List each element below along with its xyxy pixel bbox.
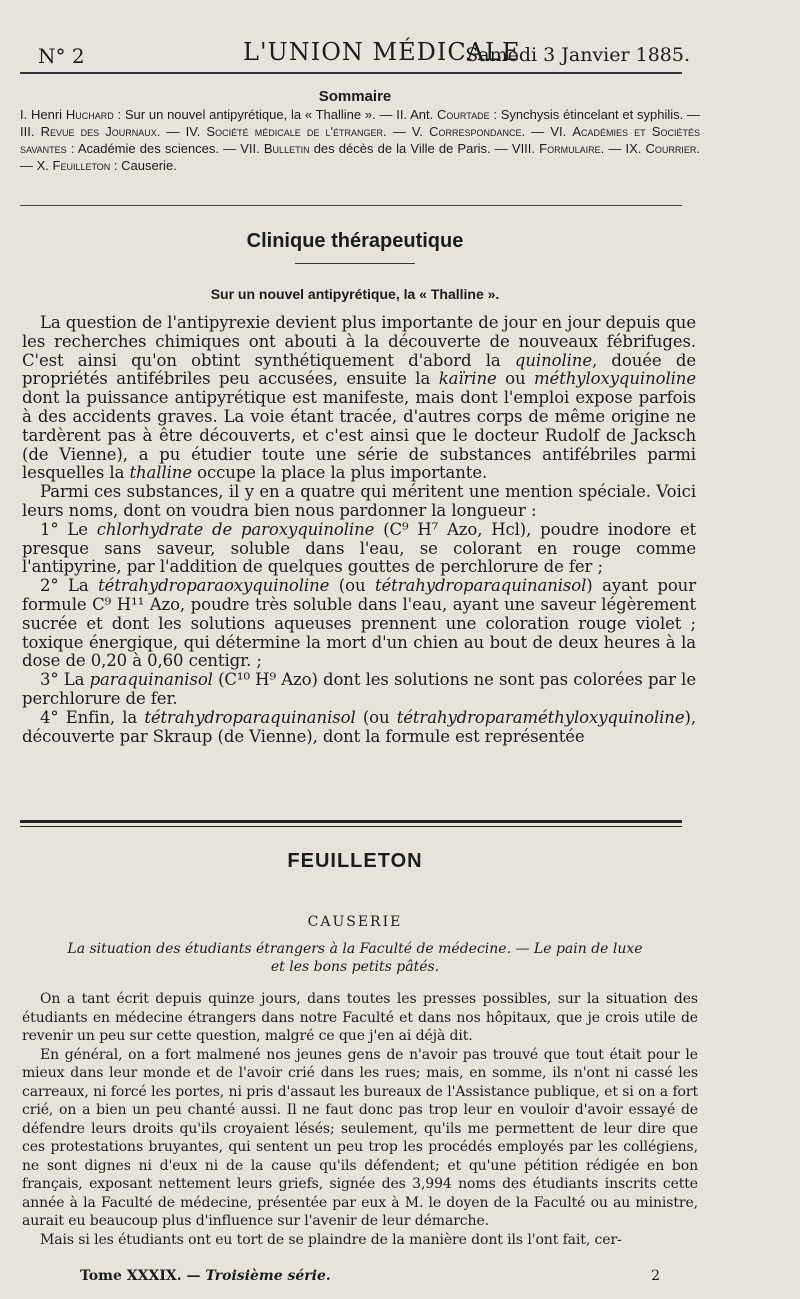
list-item: 3° La paraquinanisol (C¹⁰ H⁹ Azo) dont les solutions ne sont pas colorées par le perchlorure de fer.	[22, 670, 697, 708]
section-divider	[20, 826, 682, 827]
article-body	[22, 314, 696, 746]
issue-date: Samedi 3 Janvier 1885.	[465, 44, 690, 66]
list-item: 4° Enfin, la tétrahydroparaquinanisol (ou tétrahydroparaméthyloxyquinoline), découverte par Skraup (de Vienne), dont la formule est représentée	[22, 707, 696, 746]
sommaire-contents: I. Henri Huchard : Sur un nouvel antipyrétique, la « Thalline ». — II. Ant. Courtade : Synchysis étincelant et syphilis. — III. Revue des Journaux. — IV. Société médicale de l'étranger. — V. Correspondance. — VI. Académies et Sociétés savantes : Académie des sciences. — VII. Bulletin des décès de la Ville de Paris. — VIII. Formulaire. — IX. Courrier. — X. Feuilleton : Causerie.	[20, 107, 701, 173]
article-paragraph: La question de l'antipyrexie devient plus importante de jour en jour depuis que les recherches chimiques ont abouti à la découverte de nouveaux fébrifuges. C'est ainsi qu'on obtint synthétiquement d'abord la quinoline, douée de propriétés antifébriles peu accusées, ensuite la kaïrine ou méthyloxyquinoline dont la puissance antipyrétique est manifeste, mais dont l'emploi expose parfois à des accidents graves. La voie étant tracée, d'autres corps de même origine ne tardèrent pas à être découverts, et c'est ainsi que le docteur Rudolf de Jacksch (de Vienne), a pu étudier toute une série de substances antifébriles parmi lesquelles la thalline occupe la place la plus importante.	[22, 313, 696, 483]
feuilleton-paragraph: On a tant écrit depuis quinze jours, dans toutes les presses possibles, sur la situation des étudiants en médecine étrangers dans notre Faculté et dans nos hôpitaux, que je crois utile de revenir un peu sur cette question, malgré ce que j'en ai déjà dit.	[22, 991, 698, 1044]
section-divider	[20, 820, 682, 823]
page-header	[38, 36, 690, 70]
page-number: 2	[651, 1268, 660, 1284]
header-rule	[20, 72, 682, 74]
feuilleton-paragraph: En général, on a fort malmené nos jeunes gens de n'avoir pas trouvé que tout était pour le mieux dans leur monde et de l'avoir crié dans les rues; mais, en somme, ils n'ont ni cassé les carreaux, ni forcé les portes, ni pris d'assaut les bureaux de l'Assistance publique, et si on a fort crié, on a bien un peu chanté aussi. Il ne faut donc pas trop leur en vouloir d'avoir essayé de défendre leurs droits qu'ils croyaient lésés; seulement, qu'ils me permettent de leur dire que ces protestations bruyantes, qui sentent un peu trop les procédés employés par les collégiens, ne sont dignes ni d'eux ni de la cause qu'ils défendent; et qu'une pétition rédigée en bon français, exposant nettement leurs griefs, signée des 3,994 noms des étudiants inscrits cette année à la Faculté de médecine, présentée par eux à M. le doyen de la Faculté ou au ministre, aurait eu beaucoup plus d'influence sur l'avenir de leur démarche.	[22, 1046, 698, 1229]
journal-title: L'UNION MÉDICALE	[243, 38, 521, 66]
list-item: 2° La tétrahydroparaoxyquinoline (ou tétrahydroparaquinanisol) ayant pour formule C⁹ H¹¹ Azo, poudre très soluble dans l'eau, ayant une saveur légèrement sucrée et dont les solutions aqueuses prennent une coloration rouge violet ; toxique énergique, qui détermine la mort d'un chien au bout de deux heures à la dose de 0,20 à 0,60 centigr. ;	[22, 576, 696, 671]
causerie-subtitle: La situation des étudiants étrangers à la Faculté de médecine. — Le pain de luxe et les bons petits pâtés.	[67, 941, 643, 975]
feuilleton-title: FEUILLETON	[287, 850, 423, 872]
causerie-title: CAUSERIE	[307, 914, 403, 930]
article-subtitle: Sur un nouvel antipyrétique, la « Thalline ».	[210, 286, 500, 302]
article-paragraph: Parmi ces substances, il y en a quatre qui méritent une mention spéciale. Voici leurs noms, dont on voudra bien nous pardonner la longueur :	[22, 482, 696, 520]
page-footer	[80, 1268, 660, 1284]
feuilleton-body	[22, 990, 698, 1249]
sommaire-title: Sommaire	[318, 88, 392, 105]
list-item: 1° Le chlorhydrate de paroxyquinoline (C⁹ H⁷ Azo, Hcl), poudre inodore et presque sans saveur, soluble dans l'eau, se colorant en rouge comme l'antipyrine, par l'addition de quelques gouttes de perchlorure de fer ;	[22, 519, 697, 577]
issue-number: N° 2	[38, 44, 85, 68]
feuilleton-paragraph: Mais si les étudiants ont eu tort de se plaindre de la manière dont ils l'ont fait, cer-	[40, 1231, 622, 1248]
sommaire-rule	[20, 205, 682, 206]
section-underline	[295, 263, 415, 264]
volume-info: Tome XXXIX. — Troisième série.	[80, 1268, 331, 1284]
section-title: Clinique thérapeutique	[246, 230, 464, 252]
